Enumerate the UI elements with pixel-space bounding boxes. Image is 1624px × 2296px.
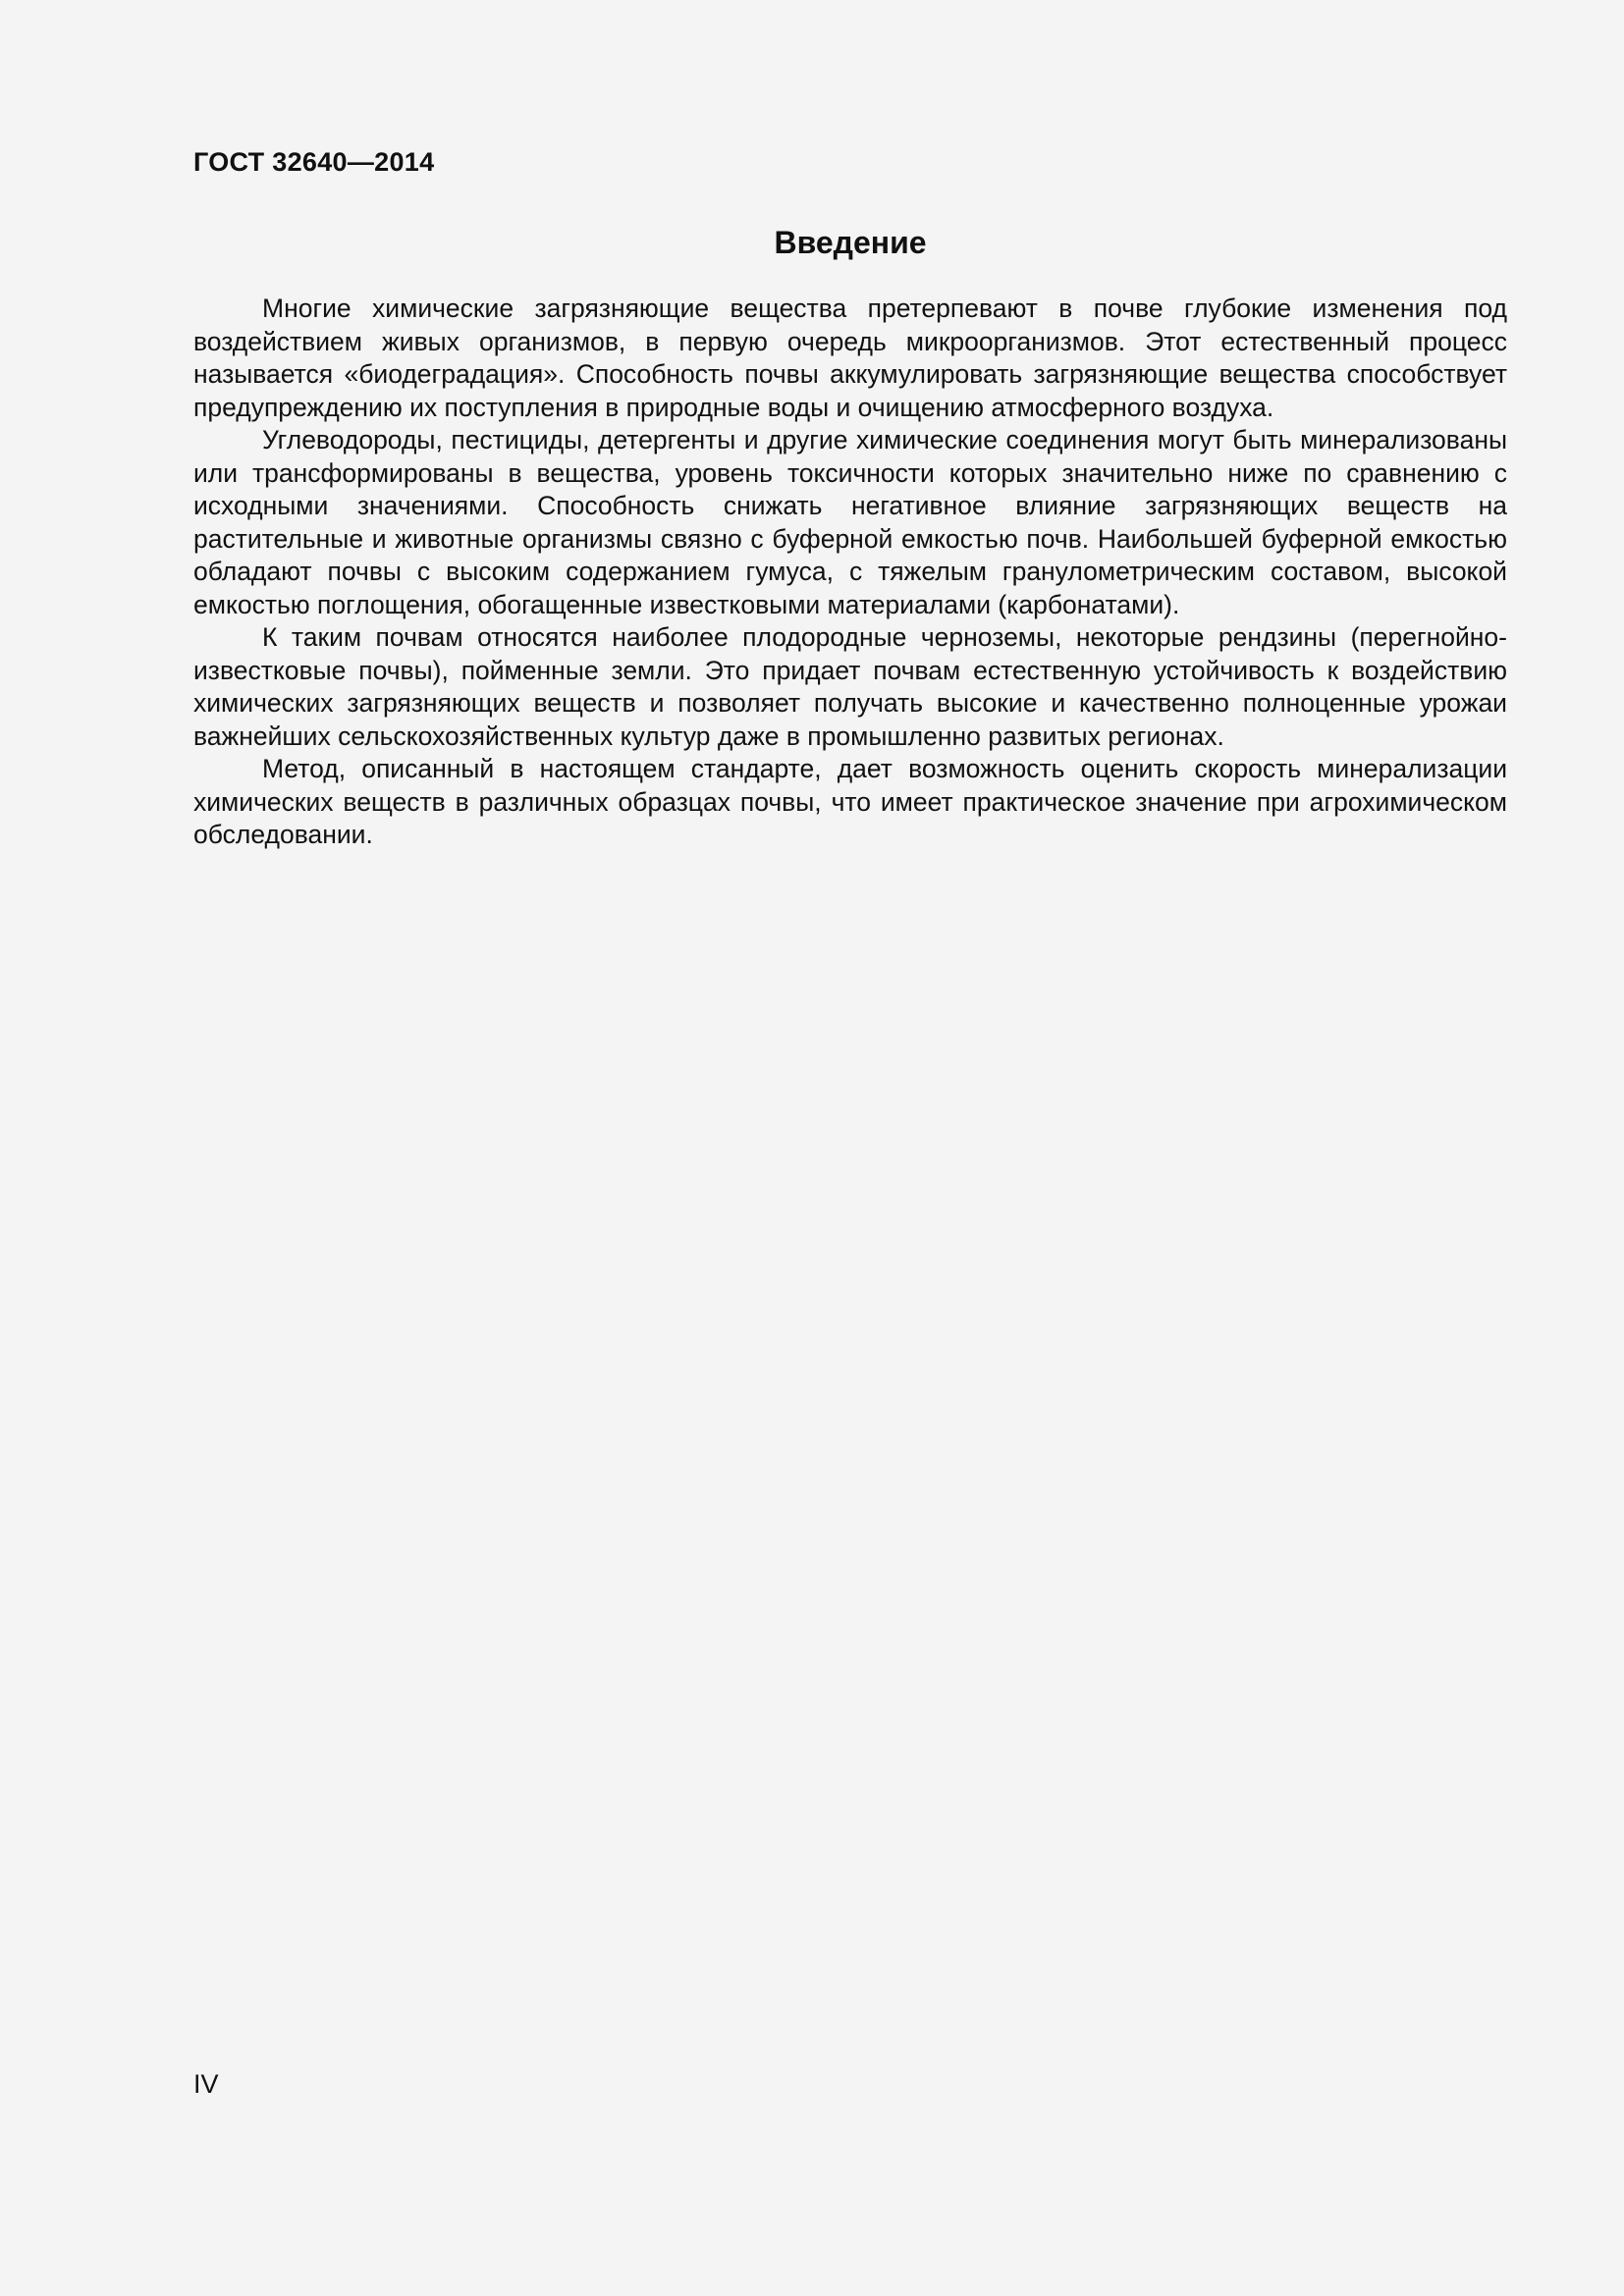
paragraph: Многие химические загрязняющие вещества претерпевают в почве глубокие изменения под воздействием живых организмов, в первую очередь микроорганизмов. Этот естественный процесс называется «биодеградация». Способность почвы аккумулировать загрязняющие вещества способствует предупреждению их поступления в природные воды и очищению атмосферного воздуха. xyxy=(193,294,1507,422)
section-body xyxy=(193,293,1507,852)
page-number: IV xyxy=(193,2069,219,2099)
paragraph: К таким почвам относятся наиболее плодородные черноземы, некоторые рендзины (перегнойно-известковые почвы), пойменные земли. Это придает почвам естественную устойчивость к воздействию химических загрязняющих веществ и позволяет получать высокие и качественно полноценные урожаи важнейших сельскохозяйственных культур даже в промышленно развитых регионах. xyxy=(193,622,1507,751)
document-code: ГОСТ 32640—2014 xyxy=(193,147,435,177)
section-title: Введение xyxy=(774,225,927,260)
paragraph: Метод, описанный в настоящем стандарте, дает возможность оценить скорость минерализации химических веществ в различных образцах почвы, что имеет практическое значение при агрохимическом обследовании. xyxy=(193,754,1507,849)
paragraph: Углеводороды, пестициды, детергенты и другие химические соединения могут быть минерализованы или трансформированы в вещества, уровень токсичности которых значительно ниже по сравнению с исходными значениями. Способность снижать негативное влияние загрязняющих веществ на растительные и животные организмы связно с буферной емкостью почв. Наибольшей буферной емкостью обладают почвы с высоким содержанием гумуса, с тяжелым гранулометрическим составом, высокой емкостью поглощения, обогащенные известковыми материалами (карбонатами). xyxy=(193,425,1507,619)
